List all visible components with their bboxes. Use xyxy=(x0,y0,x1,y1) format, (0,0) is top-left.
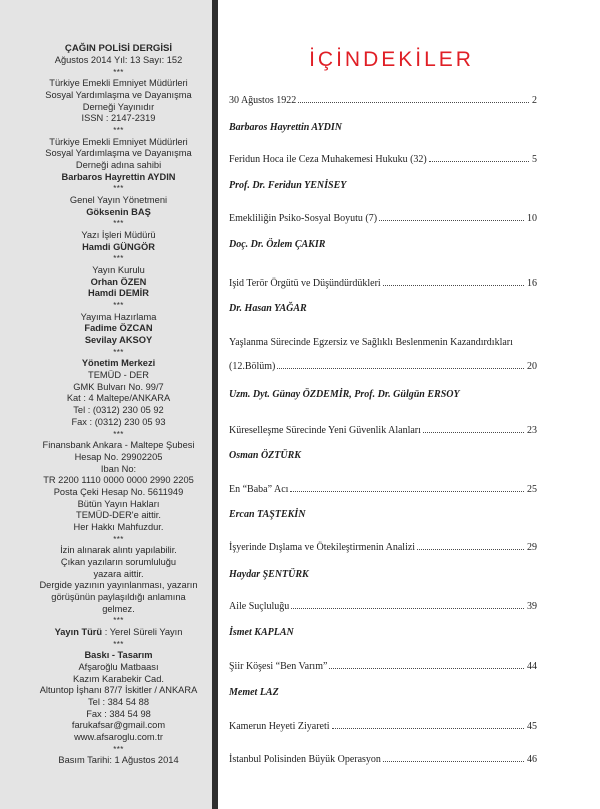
toc-page-number: 25 xyxy=(527,484,537,495)
phone-line: Tel : 384 54 88 xyxy=(88,696,149,707)
toc-page-number: 16 xyxy=(527,278,537,289)
toc-entry xyxy=(229,94,537,108)
masthead-text xyxy=(25,42,212,767)
separator: *** xyxy=(113,254,124,264)
person-name: Göksenin BAŞ xyxy=(86,206,151,217)
dot-leader xyxy=(417,549,524,550)
toc-entry-author: Uzm. Dyt. Günay ÖZDEMİR, Prof. Dr. Gülgün ERSOY xyxy=(229,389,460,400)
toc-page-number: 45 xyxy=(527,721,537,732)
separator: *** xyxy=(113,184,124,194)
print-date: Basım Tarihi: 1 Ağustos 2014 xyxy=(58,755,179,766)
printer-heading: Baskı - Tasarım xyxy=(84,650,153,661)
rights-line: TEMÜD-DER'e aittir. xyxy=(76,510,161,521)
toc-entry xyxy=(229,600,537,614)
fax-line: Fax : 384 54 98 xyxy=(86,708,151,719)
dot-leader xyxy=(383,285,524,286)
toc-page-number: 5 xyxy=(532,154,537,165)
rights-line: Her Hakkı Mahfuzdur. xyxy=(73,521,164,532)
address-line: GMK Bulvarı No. 99/7 xyxy=(73,381,164,392)
page-heading: İÇİNDEKİLER xyxy=(309,48,474,71)
printer-line: Afşaroğlu Matbaası xyxy=(78,661,159,672)
toc-entry-author: Prof. Dr. Feridun YENİSEY xyxy=(229,180,347,191)
toc-page-number: 20 xyxy=(527,361,537,372)
person-name: Orhan ÖZEN xyxy=(90,276,147,287)
dot-leader xyxy=(291,608,524,609)
printer-line: Altuntop İşhanı 87/7 İskitler / ANKARA xyxy=(39,685,198,696)
toc-entry xyxy=(229,336,537,350)
toc-entry-title: Küreselleşme Sürecinde Yeni Güvenlik Alanları xyxy=(229,425,421,436)
person-name: Fadime ÖZCAN xyxy=(84,323,153,334)
notice-line: Dergide yazının yayınlanması, yazarın xyxy=(39,580,198,591)
separator: *** xyxy=(113,534,124,544)
bank-line: Posta Çeki Hesap No. 5611949 xyxy=(53,486,184,497)
issn-line: ISSN : 2147-2319 xyxy=(81,113,156,124)
separator: *** xyxy=(113,429,124,439)
separator: *** xyxy=(113,67,124,77)
separator: *** xyxy=(113,126,124,136)
publisher-line: Türkiye Emekli Emniyet Müdürleri xyxy=(49,78,188,89)
toc-page-number: 39 xyxy=(527,601,537,612)
toc-entry-author: Barbaros Hayrettin AYDIN xyxy=(229,122,342,133)
owner-line: Sosyal Yardımlaşma ve Dayanışma xyxy=(45,148,192,159)
toc-entry-title: Emekliliğin Psiko-Sosyal Boyutu (7) xyxy=(229,213,378,224)
toc-page-number: 29 xyxy=(527,542,537,553)
separator: *** xyxy=(113,347,124,357)
publication-type-label: Yayın Türü xyxy=(54,626,103,637)
person-name: Hamdi DEMİR xyxy=(88,288,149,299)
toc-entry-title: Kamerun Heyeti Ziyareti xyxy=(229,721,330,732)
toc-entry-title: Yaşlanma Sürecinde Egzersiz ve Sağlıklı Beslenmenin Kazandırdıkları xyxy=(229,337,513,348)
publisher-line: Sosyal Yardımlaşma ve Dayanışma xyxy=(45,90,192,101)
toc-entry-title: Aile Suçluluğu xyxy=(229,601,290,612)
rights-line: Bütün Yayın Hakları xyxy=(77,498,160,509)
separator: *** xyxy=(113,744,124,754)
toc-page-number: 10 xyxy=(527,213,537,224)
toc-entry-title: En “Baba” Acı xyxy=(229,484,289,495)
bank-line: Hesap No. 29902205 xyxy=(74,451,163,462)
dot-leader xyxy=(290,491,524,492)
toc-entry-title: İşyerinde Dışlama ve Ötekileştirmenin Analizi xyxy=(229,542,416,553)
address-line: TEMÜD - DER xyxy=(88,370,149,381)
issue-info: Ağustos 2014 Yıl: 13 Sayı: 152 xyxy=(54,55,183,65)
notice-line: gelmez. xyxy=(102,603,135,614)
printer-line: Kazım Karabekir Cad. xyxy=(73,673,164,684)
toc-entry xyxy=(229,660,537,674)
dot-leader xyxy=(423,432,524,433)
phone-line: Tel : (0312) 230 05 92 xyxy=(73,405,164,416)
toc-entry-title: 30 Ağustos 1922 xyxy=(229,95,297,106)
bank-line: Iban No: xyxy=(100,463,137,474)
owner-line: Türkiye Emekli Emniyet Müdürleri xyxy=(49,136,188,147)
toc-page-number: 44 xyxy=(527,661,537,672)
toc-entry-title: Feridun Hoca ile Ceza Muhakemesi Hukuku (32) xyxy=(229,154,427,165)
toc-entry-title: İstanbul Polisinden Büyük Operasyon xyxy=(229,754,381,765)
toc-entry-continued xyxy=(229,360,537,374)
toc-entry-author: İsmet KAPLAN xyxy=(229,627,294,638)
toc-entry-author: Doç. Dr. Özlem ÇAKIR xyxy=(229,239,326,250)
address-line: Kat : 4 Maltepe/ANKARA xyxy=(66,393,171,404)
publication-type xyxy=(25,627,212,639)
website-line: www.afsaroglu.com.tr xyxy=(74,731,163,742)
masthead-panel xyxy=(0,0,212,809)
toc-entry-title: Işid Terör Örgütü ve Düşündürdükleri xyxy=(229,278,381,289)
vertical-divider xyxy=(212,0,218,809)
separator: *** xyxy=(113,219,124,229)
toc-entry xyxy=(229,541,537,555)
publication-type-value: : Yerel Süreli Yayın xyxy=(104,626,183,637)
notice-line: yazara aittir. xyxy=(93,568,144,579)
dot-leader xyxy=(332,728,524,729)
toc-entry-author: Ercan TAŞTEKİN xyxy=(229,509,306,520)
toc-entry xyxy=(229,753,537,767)
dot-leader xyxy=(277,368,524,369)
notice-line: İzin alınarak alıntı yapılabilir. xyxy=(60,545,177,556)
toc-entry xyxy=(229,153,537,167)
dot-leader xyxy=(379,220,524,221)
publisher-line: Derneği Yayınıdır xyxy=(82,101,155,112)
toc-entry-title-continued: (12.Bölüm) xyxy=(229,361,276,372)
role-label: Genel Yayın Yönetmeni xyxy=(69,195,168,206)
notice-line: Çıkan yazıların sorumluluğu xyxy=(60,556,177,567)
person-name: Sevilay AKSOY xyxy=(84,335,153,346)
toc-entry-author: Osman ÖZTÜRK xyxy=(229,450,301,461)
role-label: Yazı İşleri Müdürü xyxy=(81,230,156,241)
bank-line: Finansbank Ankara - Maltepe Şubesi xyxy=(42,440,195,451)
toc-entry xyxy=(229,277,537,291)
owner-name: Barbaros Hayrettin AYDIN xyxy=(61,171,176,182)
toc-entry xyxy=(229,212,537,226)
dot-leader xyxy=(383,761,524,762)
dot-leader xyxy=(298,102,529,103)
toc-entry-title: Şiir Köşesi “Ben Varım” xyxy=(229,661,328,672)
toc-entry-author: Dr. Hasan YAĞAR xyxy=(229,303,307,314)
iban-line: TR 2200 1110 0000 0000 2990 2205 xyxy=(43,475,194,486)
toc-page-number: 23 xyxy=(527,425,537,436)
separator: *** xyxy=(113,639,124,649)
separator: *** xyxy=(113,616,124,626)
toc-entry xyxy=(229,483,537,497)
magazine-title: ÇAĞIN POLİSİ DERGİSİ xyxy=(64,43,173,54)
toc-page-number: 46 xyxy=(527,754,537,765)
address-heading: Yönetim Merkezi xyxy=(81,358,156,369)
person-name: Hamdi GÜNGÖR xyxy=(82,241,155,252)
fax-line: Fax : (0312) 230 05 93 xyxy=(71,416,166,427)
dot-leader xyxy=(329,668,524,669)
toc-entry-author: Memet LAZ xyxy=(229,687,279,698)
notice-line: görüşünün paylaşıldığı anlamına xyxy=(51,591,186,602)
dot-leader xyxy=(429,161,529,162)
email-line: farukafsar@gmail.com xyxy=(71,720,166,731)
toc-page-number: 2 xyxy=(532,95,537,106)
role-label: Yayıma Hazırlama xyxy=(80,311,157,322)
toc-entry xyxy=(229,720,537,734)
toc-entry xyxy=(229,424,537,438)
owner-line: Derneği adına sahibi xyxy=(75,160,162,171)
toc-entry-author: Haydar ŞENTÜRK xyxy=(229,569,309,580)
role-label: Yayın Kurulu xyxy=(92,265,145,276)
separator: *** xyxy=(113,301,124,311)
